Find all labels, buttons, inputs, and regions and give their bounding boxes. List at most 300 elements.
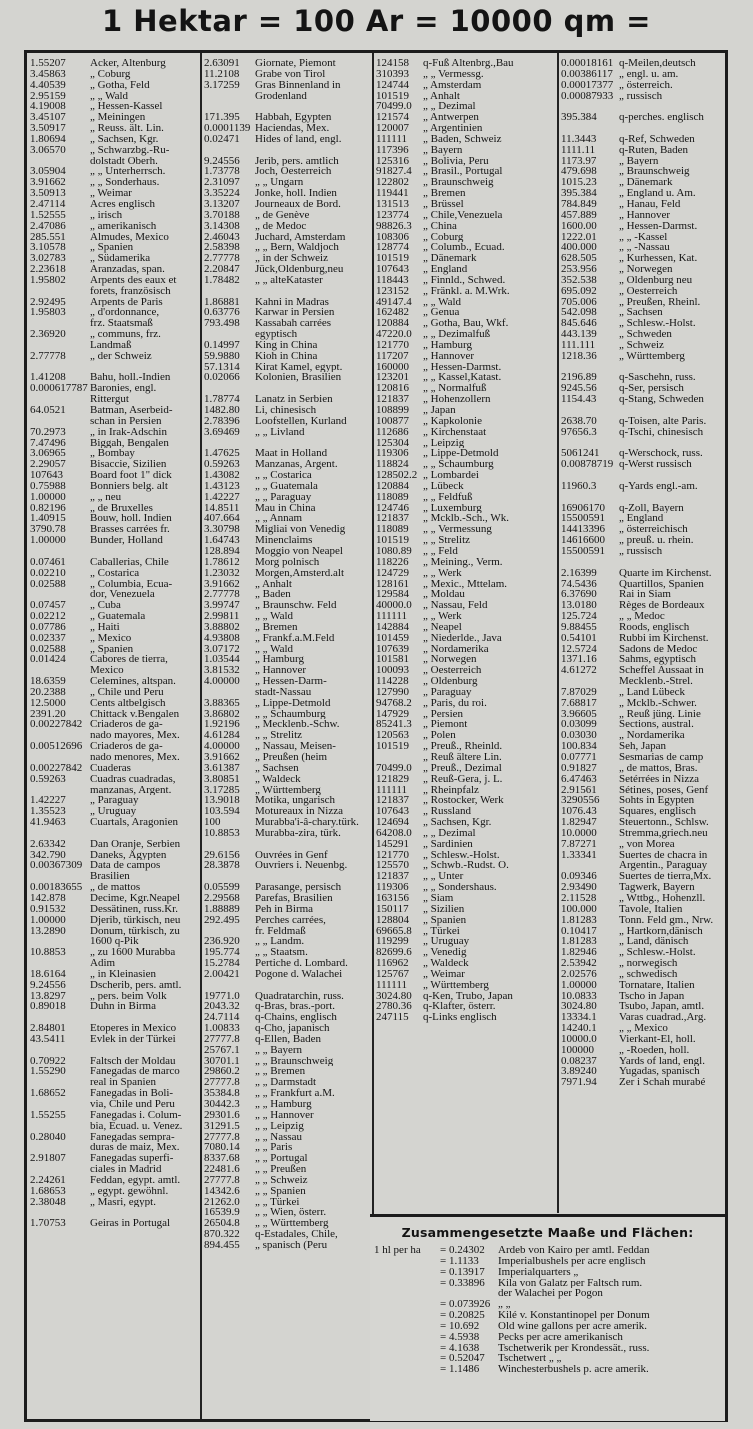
conversion-value: 2638.70 [561, 415, 597, 427]
table-row [204, 199, 370, 210]
conversion-value: 7971.94 [561, 1077, 597, 1089]
table-row [561, 101, 725, 112]
unit-name: Setérrées in Nizza [619, 773, 700, 785]
unit-name: Maat in Holland [255, 448, 328, 460]
conversion-value: 118089 [376, 491, 409, 503]
unit-name: „ „ Kassel,Katast. [423, 372, 502, 384]
unit-name: „ Gotha, Feld [90, 79, 150, 91]
conversion-value: 0.02588 [30, 643, 66, 655]
unit-name: Kolonien, Brasilien [255, 372, 342, 384]
table-row [376, 112, 555, 123]
unit-name: dolstadt Oberh. [90, 155, 158, 167]
conversion-value: 0.05599 [204, 882, 240, 893]
unit-name: Grabe von Tirol [255, 68, 326, 80]
unit-name: „ Braunschw. Feld [255, 600, 337, 612]
table-row [30, 991, 198, 1002]
table-row [561, 730, 725, 741]
unit-name: „ de Medoc [255, 220, 307, 232]
unit-name: „ Südamerika [90, 253, 151, 265]
conversion-value: 13334.1 [561, 1012, 597, 1024]
conversion-value: 101519 [376, 253, 409, 265]
unit-name: „ Hohenzollern [423, 394, 491, 405]
table-row [204, 1056, 370, 1067]
table-row [561, 980, 725, 991]
unit-name: Tavole, Italien [619, 903, 683, 915]
unit-name: „ Masri, egypt. [90, 1196, 156, 1208]
unit-name: „ Paraguay [90, 795, 139, 807]
conversion-value: 120007 [376, 123, 409, 134]
conversion-value: 6.47463 [561, 773, 597, 785]
unit-name: „ Türkei [423, 925, 460, 937]
table-row [561, 221, 725, 232]
table-row [376, 156, 555, 167]
conversion-value: 542.098 [561, 307, 597, 319]
conversion-value: 870.322 [204, 1229, 240, 1240]
unit-name: „ communs, frz. [90, 329, 161, 340]
conversion-value: 121829 [376, 773, 409, 785]
conversion-value: 124158 [376, 58, 409, 69]
table-row [204, 904, 370, 915]
unit-name: „ „ Livland [255, 426, 305, 438]
conversion-value: 2.47114 [30, 198, 66, 210]
table-row [204, 730, 370, 741]
table-row [30, 763, 198, 774]
unit-name: „ „ Frankfurt a.M. [255, 1088, 335, 1099]
table-row [376, 242, 555, 253]
conversion-value: 3.81532 [204, 665, 240, 677]
table-row [376, 850, 555, 861]
unit-name: Kahni in Madras [255, 296, 329, 308]
unit-name: Mau in China [255, 502, 316, 514]
conversion-value: 2.53942 [561, 958, 597, 969]
conversion-value: 101519 [376, 535, 409, 546]
table-row [204, 676, 370, 687]
conversion-value: 0.0001139 [204, 123, 251, 134]
table-row [561, 383, 725, 394]
conversion-value: 125304 [376, 437, 409, 449]
table-row [204, 503, 370, 514]
conversion-value: 121837 [376, 513, 409, 525]
conversion-value: 26504.8 [204, 1218, 240, 1230]
table-row [376, 362, 555, 373]
unit-name: „ „ Werk [423, 567, 462, 579]
table-row [30, 58, 198, 69]
unit-name: Sadons de Medoc [619, 643, 698, 655]
unit-name: Criaderos de ga- [90, 719, 163, 731]
conversion-value: 2.58398 [204, 242, 240, 254]
unit-name: „ „ Hannover [255, 1109, 314, 1121]
conversion-value: 2.24261 [30, 1174, 66, 1186]
unit-name: Morg polnisch [255, 556, 320, 568]
table-row [30, 318, 198, 329]
table-row [204, 448, 370, 459]
table-row [204, 579, 370, 590]
table-row [30, 1045, 198, 1056]
table-row [376, 264, 555, 275]
unit-name: „ österreichisch [619, 524, 688, 536]
conversion-value: 2.93490 [561, 882, 597, 893]
table-row [204, 850, 370, 861]
conversion-value: 1.03544 [204, 654, 240, 666]
unit-name: „ Niederlde., Java [423, 632, 502, 644]
unit-name: Rai in Siam [619, 589, 671, 601]
conversion-value: 1173.97 [561, 155, 597, 167]
conversion-value: 1.73778 [204, 166, 240, 178]
unit-name: „ -Roeden, holl. [619, 1044, 690, 1056]
unit-name: „ Preuß., Rheinld. [423, 741, 503, 752]
unit-name: „ Mcklb.-Schwer. [619, 697, 697, 709]
table-row [561, 524, 725, 535]
table-row [204, 926, 370, 937]
unit-name: „ Hannover [255, 665, 307, 677]
table-row [30, 416, 198, 427]
conversion-value: 107643 [30, 470, 63, 481]
unit-name: „ „ -Nassau [619, 242, 670, 254]
table-row [204, 405, 370, 416]
unit-name: Decime, Kgr.Neapel [90, 892, 181, 904]
table-row [30, 568, 198, 579]
unit-name: „ Schweden [619, 329, 672, 340]
unit-name: „ amerikanisch [90, 220, 157, 232]
unit-name: Kassabah carrées [255, 318, 332, 330]
composite-value: = 10.692 [440, 1320, 480, 1332]
table-row [204, 275, 370, 286]
conversion-value: 1.81283 [561, 914, 597, 926]
unit-name: via, Chile und Peru [90, 1099, 175, 1110]
unit-name: „ Uruguay [423, 936, 470, 948]
unit-name: „ Oldenburg neu [619, 274, 693, 286]
conversion-value: 0.70922 [30, 1055, 66, 1067]
conversion-value: 123774 [376, 209, 409, 221]
unit-name: q-Fuß Altenbrg.,Bau [423, 58, 514, 69]
conversion-value: 479.698 [561, 166, 597, 178]
conversion-value: 845.646 [561, 318, 597, 330]
conversion-value: 160000 [376, 361, 409, 373]
table-row [204, 307, 370, 318]
conversion-value: 395.384 [561, 112, 597, 124]
conversion-value: 292.495 [204, 914, 240, 926]
table-row [204, 763, 370, 774]
conversion-value: 24.7114 [204, 1012, 240, 1024]
unit-name: „ „ Normalfuß [423, 383, 487, 395]
table-row [30, 91, 198, 102]
conversion-value: 1.00000 [561, 979, 597, 991]
conversion-value: 1.35523 [30, 806, 66, 818]
conversion-value: 85241.3 [376, 719, 412, 731]
conversion-value: 3.88365 [204, 697, 240, 709]
table-row [204, 416, 370, 427]
table-row [30, 665, 198, 676]
table-row [204, 1207, 370, 1218]
table-row [30, 687, 198, 698]
table-row [30, 839, 198, 850]
conversion-value: 2.84801 [30, 1023, 66, 1034]
conversion-value: 111111 [376, 784, 407, 796]
table-row [204, 166, 370, 177]
unit-name: „ Braunschweig [619, 166, 690, 178]
table-row [561, 1001, 725, 1012]
unit-name: Jerib, pers. amtlich [255, 155, 339, 167]
conversion-value: 0.00227842 [30, 719, 83, 731]
page-title: 1 Hektar = 100 Ar = 10000 qm = [102, 4, 651, 38]
table-row [561, 719, 725, 730]
table-row [204, 134, 370, 145]
composite-unit: Kilé v. Konstantinopel per Donum [498, 1310, 650, 1321]
conversion-value: 0.91532 [30, 903, 66, 915]
table-row [204, 123, 370, 134]
table-row [30, 253, 198, 264]
conversion-value: 11.2108 [204, 68, 240, 80]
table-row [30, 362, 198, 373]
unit-name: q-Chains, englisch [255, 1012, 337, 1024]
table-row [376, 915, 555, 926]
table-row [30, 69, 198, 80]
conversion-value: 101459 [376, 632, 409, 644]
conversion-value: 1.55290 [30, 1066, 66, 1078]
conversion-value: 10.0833 [561, 990, 597, 1002]
unit-name: „ Brüssel [423, 198, 464, 210]
conversion-value: 400.000 [561, 242, 597, 254]
unit-name: „ Norwegen [619, 264, 673, 275]
unit-name: „ Württemberg [255, 784, 321, 796]
unit-name: q-Links englisch [423, 1012, 497, 1024]
unit-name: Bunder, Holland [90, 535, 163, 546]
table-row [204, 535, 370, 546]
table-row [204, 1001, 370, 1012]
table-row [561, 427, 725, 438]
conversion-value: 1.70753 [30, 1218, 66, 1230]
table-row [30, 535, 198, 546]
conversion-value: 120884 [376, 318, 409, 330]
composite-row [374, 1245, 725, 1256]
unit-name: Peh in Birma [255, 903, 314, 915]
table-row [561, 915, 725, 926]
table-row [376, 654, 555, 665]
table-row [376, 1012, 555, 1023]
unit-name: Lanatz in Serbien [255, 394, 333, 405]
table-row [30, 980, 198, 991]
unit-name: „ Mexic., Mttelam. [423, 578, 508, 590]
conversion-value: 3.05904 [30, 166, 66, 178]
conversion-value: 119306 [376, 448, 409, 460]
conversion-value: 695.092 [561, 285, 597, 297]
table-row [376, 871, 555, 882]
table-row [561, 351, 725, 362]
unit-name: q-Werst russisch [619, 459, 692, 471]
table-row [30, 654, 198, 665]
table-row [204, 80, 370, 91]
table-row [561, 112, 725, 123]
table-row [204, 438, 370, 449]
unit-name: „ „ Leipzig [255, 1120, 304, 1132]
unit-name: „ Nassau, Meisen- [255, 741, 336, 752]
table-row [561, 839, 725, 850]
unit-name: „ Oesterreich [423, 665, 482, 677]
unit-name: Hides of land, engl. [255, 133, 342, 145]
composite-unit: Old wine gallons per acre amerik. [498, 1320, 648, 1332]
conversion-value: 9.24556 [30, 979, 66, 991]
unit-name: Celemines, altspan. [90, 676, 176, 687]
unit-name: „ Hannover [619, 209, 671, 221]
conversion-value: 1.92196 [204, 719, 240, 731]
unit-name: q-Ellen, Baden [255, 1033, 321, 1045]
unit-name: „ Argentinien [423, 123, 483, 134]
unit-name: Roods, englisch [619, 621, 690, 633]
conversion-value: 124746 [376, 502, 409, 514]
table-row [376, 806, 555, 817]
conversion-value: 1.78482 [204, 274, 240, 286]
table-row [30, 915, 198, 926]
conversion-value: 3.35224 [204, 188, 240, 199]
table-row [561, 1056, 725, 1067]
conversion-value: 7.68817 [561, 697, 597, 709]
unit-name: Motureaux in Nizza [255, 806, 343, 818]
table-row [30, 188, 198, 199]
unit-name: real in Spanien [90, 1077, 156, 1089]
unit-name: Duhn in Birma [90, 1001, 156, 1013]
unit-name: Tonn. Feld gm., Nrw. [619, 914, 714, 926]
conversion-value: 14342.6 [204, 1185, 240, 1197]
table-row [204, 557, 370, 568]
table-row [204, 459, 370, 470]
unit-name: Vierkant-El, holl. [619, 1033, 696, 1045]
table-row [30, 1088, 198, 1099]
conversion-value: 69665.8 [376, 925, 412, 937]
table-row [376, 969, 555, 980]
table-row [204, 112, 370, 123]
table-row [376, 199, 555, 210]
table-row [561, 579, 725, 590]
table-row [204, 372, 370, 383]
conversion-value: 3.91662 [30, 177, 66, 189]
unit-name: Tsubo, Japan, amtl. [619, 1001, 705, 1013]
unit-name: Jonke, holl. Indien [255, 188, 337, 199]
conversion-value: 0.00227842 [30, 762, 83, 774]
table-row [204, 774, 370, 785]
conversion-value: 3.06965 [30, 448, 66, 460]
conversion-value: 19771.0 [204, 990, 240, 1002]
conversion-value: 16539.9 [204, 1207, 240, 1219]
table-row [204, 828, 370, 839]
table-row [376, 719, 555, 730]
unit-name: Quadratarchin, russ. [255, 990, 344, 1002]
conversion-value: 103.594 [204, 806, 240, 818]
conversion-value: 22481.6 [204, 1164, 240, 1175]
table-row [561, 882, 725, 893]
table-row [561, 156, 725, 167]
table-row [376, 936, 555, 947]
conversion-value: 310393 [376, 68, 409, 80]
unit-name: „ „ Bremen [255, 1066, 306, 1078]
conversion-value: 784.849 [561, 198, 597, 210]
table-row [30, 1164, 198, 1175]
unit-name: Manzanas, Argent. [255, 459, 338, 471]
unit-name: q-Ruten, Baden [619, 144, 689, 156]
table-row [30, 817, 198, 828]
conversion-value: 3.50917 [30, 123, 66, 134]
conversion-value: 49147.4 [376, 296, 412, 308]
conversion-value: 121770 [376, 849, 409, 861]
unit-name: Fanegadas de marco [90, 1066, 180, 1078]
table-row [30, 806, 198, 817]
conversion-value: 0.00087933 [561, 90, 614, 102]
table-row [30, 1153, 198, 1164]
table-row [30, 958, 198, 969]
table-row [376, 752, 555, 763]
conversion-value: 18.6359 [30, 676, 66, 687]
unit-name: nado menores, Mex. [90, 752, 180, 763]
conversion-value: 3.45863 [30, 68, 66, 80]
table-row [30, 448, 198, 459]
conversion-value: 125316 [376, 155, 409, 167]
table-row [204, 1110, 370, 1121]
table-row [204, 709, 370, 720]
conversion-value: 1.43123 [204, 480, 240, 492]
conversion-value: 0.09346 [561, 871, 597, 883]
composite-row [374, 1332, 725, 1343]
table-row [30, 741, 198, 752]
conversion-value: 91827.4 [376, 166, 412, 178]
unit-name: „ Land, dänisch [619, 936, 689, 948]
table-row [376, 741, 555, 752]
unit-name: Ouvriers i. Neuenbg. [255, 860, 348, 872]
composite-row [374, 1343, 725, 1354]
unit-name: „ Reuss. ält. Lin. [90, 123, 164, 134]
unit-name: „ Neapel [423, 621, 462, 633]
unit-name: „ Dänemark [619, 177, 673, 189]
unit-name: Haciendas, Mex. [255, 123, 330, 134]
conversion-value: 1.40915 [30, 513, 66, 525]
conversion-value: 0.02337 [30, 632, 66, 644]
composite-unit: Tschetwerik per Krondessät., russ. [498, 1342, 650, 1354]
table-row [30, 1207, 198, 1218]
table-row [561, 91, 725, 102]
conversion-value: 352.538 [561, 274, 597, 286]
unit-name: „ Wttbg., Hohenzll. [619, 892, 706, 904]
conversion-value: 2.92495 [30, 296, 66, 308]
unit-name: „ Schlesw.-Holst. [423, 849, 500, 861]
conversion-value: 4.40539 [30, 79, 66, 91]
table-row [204, 1012, 370, 1023]
table-row [30, 123, 198, 134]
unit-name: „ Württemberg [423, 979, 489, 991]
table-row [204, 329, 370, 340]
composite-value: = 0.24302 [440, 1245, 485, 1256]
composite-row [374, 1267, 725, 1278]
table-row [30, 1197, 198, 1208]
table-row [204, 145, 370, 156]
conversion-value: 3.13207 [204, 198, 240, 210]
conversion-value: 163156 [376, 892, 409, 904]
conversion-value: 3.96605 [561, 708, 597, 720]
table-row [561, 69, 725, 80]
unit-name: „ Weimar [423, 968, 465, 980]
unit-name: „ „ -Kassel [619, 231, 668, 243]
unit-name: „ Waldeck [255, 773, 301, 785]
conversion-value: 116962 [376, 958, 409, 969]
conversion-value: 35384.8 [204, 1088, 240, 1099]
conversion-value: 2043.32 [204, 1001, 240, 1013]
table-row [561, 362, 725, 373]
unit-name: „ „ Bern, Waldjoch [255, 242, 339, 254]
table-row [561, 991, 725, 1002]
conversion-value: 10.8853 [30, 947, 66, 959]
conversion-value: 121837 [376, 871, 409, 883]
conversion-value: 2.20847 [204, 264, 240, 275]
conversion-value: 1.42227 [204, 491, 240, 503]
unit-name: „ „ Guatemala [255, 480, 318, 492]
table-row [376, 69, 555, 80]
